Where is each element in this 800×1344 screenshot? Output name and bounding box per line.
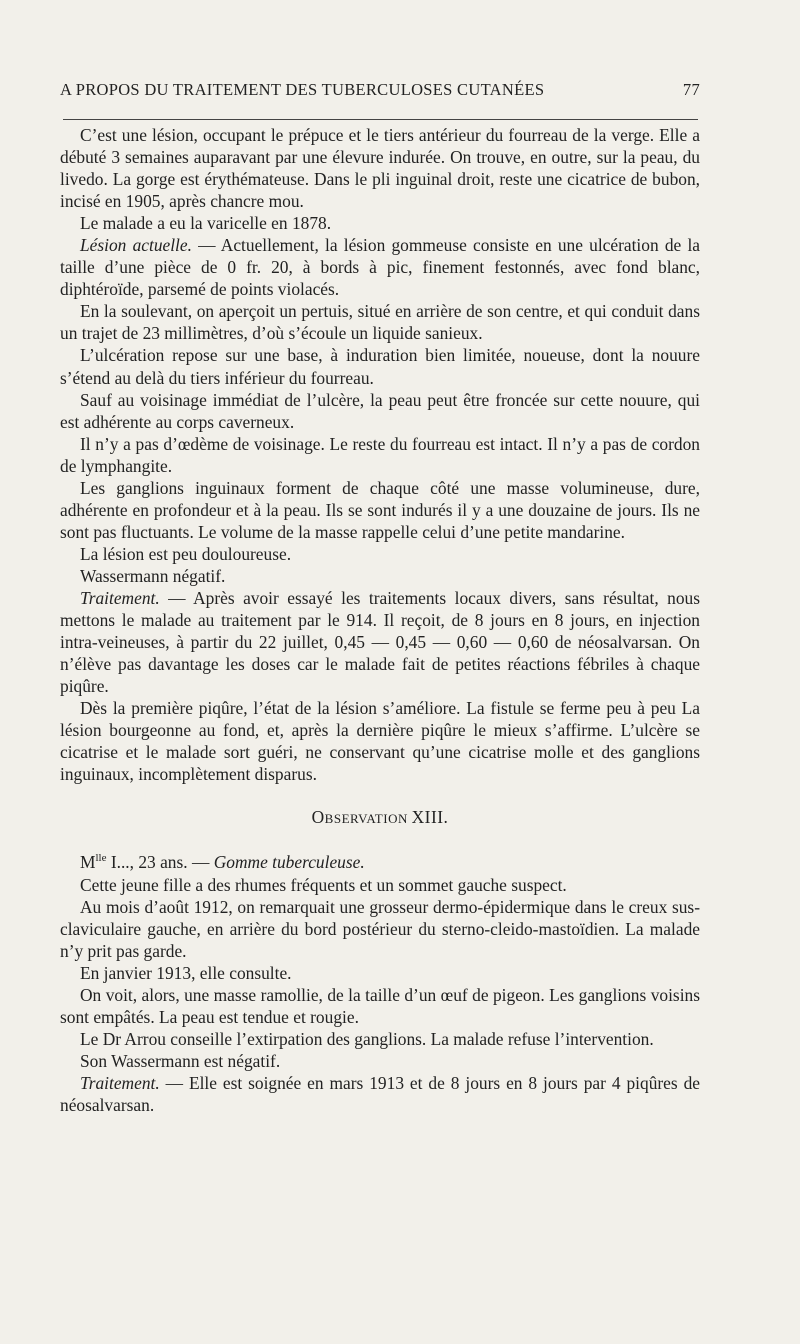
paragraph: $M^{lle}$ I..., 23 ans. — Gomme tuberculeuse. xyxy=(80,852,365,873)
paragraph: On voit, alors, une masse ramollie, de la taille d’un œuf de pigeon. Les ganglions voisins sont empâtés. La peau est tendue et rougie. xyxy=(60,984,700,1027)
italic-run: Lésion actuelle. xyxy=(80,235,192,256)
paragraph: L’ulcération repose sur une base, à induration bien limitée, noueuse, dont la nouure s’étend au delà du tiers inférieur du fourreau. xyxy=(60,345,700,388)
paragraph: Le malade a eu la varicelle en 1878. xyxy=(80,213,332,234)
text-run: — Après avoir essayé les traitements locaux divers, sans résultat, nous mettons le malade au traitement par le 914. Il reçoit, de 8 jours en 8 jours, en injection intra-veineuses, à partir du 22 juillet, 0,45 — 0,45 — 0,60 — 0,60 de néosalvarsan. On n’élève pas davantage les doses car le malade fait de petites réactions fébriles à chaque piqûre. xyxy=(60,587,700,697)
paragraph xyxy=(60,587,700,697)
paragraph: Il n’y a pas d’œdème de voisinage. Le reste du fourreau est intact. Il n’y a pas de cordon de lymphangite. xyxy=(60,433,700,476)
header-rule xyxy=(63,119,698,120)
section-title: OBSERVATION XIII. xyxy=(311,807,449,828)
paragraph: Dès la première piqûre, l’état de la lésion s’améliore. La fistule se ferme peu à peu La lésion bourgeonne au fond, et, après la dernière piqûre le mieux s’affirme. L’ulcère se cicatrise et le malade sort guéri, ne conservant qu’une cicatrise molle et des ganglions inguinaux, incomplètement disparus. xyxy=(60,698,700,785)
text-run: — Elle est soignée en mars 1913 et de 8 jours en 8 jours par 4 piqûres de néosalvarsan. xyxy=(60,1072,700,1115)
italic-run: Traitement. xyxy=(80,1072,160,1093)
italic-run: Gomme tuberculeuse. xyxy=(213,852,365,873)
paragraph: Sauf au voisinage immédiat de l’ulcère, la peau peut être froncée sur cette nouure, qui est adhérente au corps caverneux. xyxy=(60,389,700,432)
paragraph xyxy=(60,1072,700,1116)
paragraph: C’est une lésion, occupant le prépuce et le tiers antérieur du fourreau de la verge. Elle a débuté 3 semaines auparavant par une élevure indurée. On trouve, en outre, sur la peau, du livedo. La gorge est érythémateuse. Dans le pli inguinal droit, reste une cicatrice de bubon, incisé en 1905, après chancre mou. xyxy=(60,125,700,212)
page-body xyxy=(60,124,700,1116)
italic-run: Traitement. xyxy=(80,587,160,608)
paragraph: En janvier 1913, elle consulte. xyxy=(80,962,292,983)
page-number: 77 xyxy=(682,80,700,99)
paragraph: Son Wassermann est négatif. xyxy=(80,1050,281,1071)
paragraph xyxy=(60,234,700,300)
paragraph: Wassermann négatif. xyxy=(80,565,226,586)
paragraph: Au mois d’août 1912, on remarquait une grosseur dermo-épidermique dans le creux sus-claviculaire gauche, en arrière du bord postérieur du sterno-cleido-mastoïdien. La malade n’y prit pas garde. xyxy=(60,896,700,961)
running-header xyxy=(60,80,700,100)
paragraph: La lésion est peu douloureuse. xyxy=(80,543,292,564)
text-run: — Actuellement, la lésion gommeuse consiste en une ulcération de la taille d’une pièce de 0 fr. 20, à bords à pic, finement festonnés, avec fond blanc, diphtéroïde, parsemé de points violacés. xyxy=(60,235,700,300)
paragraph: Les ganglions inguinaux forment de chaque côté une masse volumineuse, dure, adhérente en profondeur et à la peau. Ils se sont indurés il y a une douzaine de jours. Ils ne sont pas fluctuants. Le volume de la masse rappelle celui d’une petite mandarine. xyxy=(60,477,700,542)
running-title: A PROPOS DU TRAITEMENT DES TUBERCULOSES CUTANÉES xyxy=(60,80,545,99)
paragraph: Cette jeune fille a des rhumes fréquents et un sommet gauche suspect. xyxy=(80,874,567,895)
paragraph: Le Dr Arrou conseille l’extirpation des ganglions. La malade refuse l’intervention. xyxy=(80,1028,654,1049)
paragraph: En la soulevant, on aperçoit un pertuis, situé en arrière de son centre, et qui conduit dans un trajet de 23 millimètres, d’où s’écoule un liquide sanieux. xyxy=(60,301,700,344)
